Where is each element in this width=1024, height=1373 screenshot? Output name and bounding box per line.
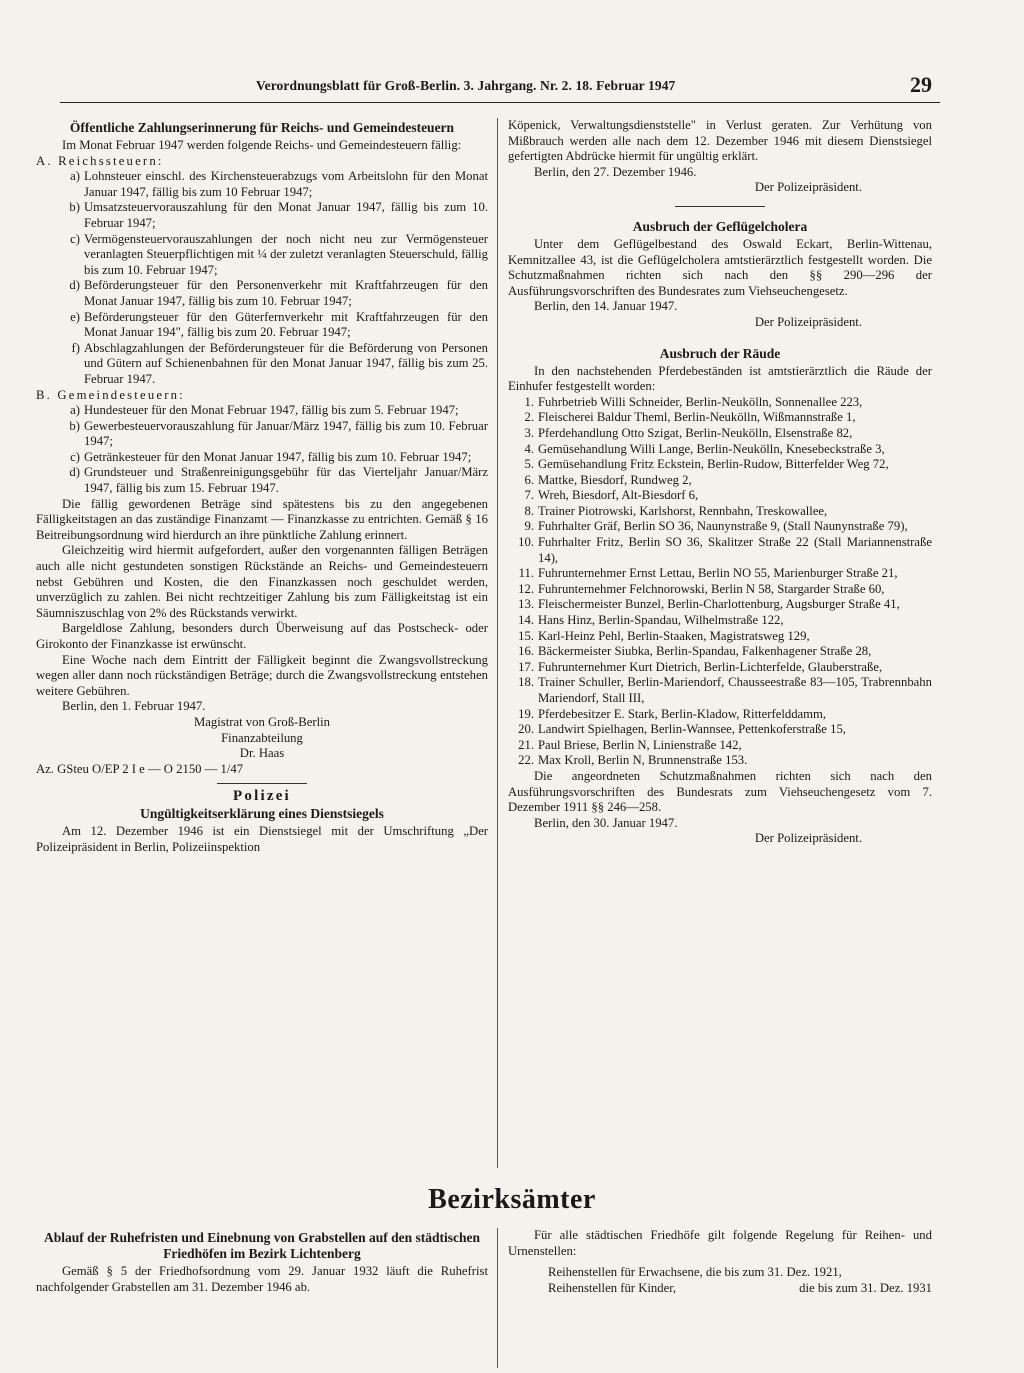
gemeindesteuer-item-label: d) [69,465,80,480]
raeude-list-item-label: 12. [518,581,534,596]
polizei-subheading: Ungültigkeitserklärung eines Dienstsiegels [140,806,384,822]
raeude-list-item [508,519,932,535]
gemeindesteuer-item-text: Grundsteuer und Straßenreinigungsgebühr für das Vierteljahr Januar/März 1947, fällig bis zum 15. Februar 1947. [84,465,488,496]
raeude-list-item-text: Trainer Piotrowski, Karlshorst, Rennbahn, Treskowallee, [538,503,828,518]
raeude-list-item [508,457,932,473]
section-rule [675,206,765,207]
raeude-list-item-label: 3. [524,425,534,440]
raeude-list-item [508,629,932,645]
raeude-heading: Ausbruch der Räude [659,345,781,361]
left-column [36,118,488,856]
tax-intro: Im Monat Februar 1947 werden folgende Reichs- und Gemeindesteuern fällig: [62,138,462,152]
seal-continuation-text: Köpenick, Verwaltungsdienststelle" in Verlust geraten. Zur Verhütung von Mißbrauch werden alle nach dem 12. Dezember 1946 mit diesem Dienstsiegel gefertigten Abdrücke hiermit für ungültig erklärt. [508,118,932,164]
column-divider [497,118,498,1168]
raeude-list-item [508,535,932,566]
reichssteuer-item [36,232,488,279]
reichssteuer-item-label: f) [71,340,80,355]
raeude-date: Berlin, den 30. Januar 1947. [534,815,678,830]
gemeindesteuer-item [36,419,488,450]
reichssteuer-item-label: c) [70,231,80,246]
raeude-list-item-text: Hans Hinz, Berlin-Spandau, Wilhelmstraße 122, [538,613,784,628]
raeude-list-item-label: 5. [524,457,534,472]
raeude-list-item [508,395,932,411]
reichssteuer-item-label: a) [70,169,80,184]
raeude-list-item-label: 19. [518,706,534,721]
reichssteuer-item-text: Lohnsteuer einschl. des Kirchensteuerabzugs vom Arbeitslohn für den Monat Januar 1947, fällig bis zum 10 Februar 1947; [84,169,488,199]
reichssteuer-item-label: b) [69,200,80,215]
raeude-list-item-label: 18. [518,675,534,690]
raeude-list-item-text: Paul Briese, Berlin N, Linienstraße 142, [538,737,742,752]
cholera-date: Berlin, den 14. Januar 1947. [534,299,678,314]
cemetery-row-children-label: Reihenstellen für Kinder, [548,1280,677,1295]
raeude-list-item-text: Fuhrunternehmer Kurt Dietrich, Berlin-Lichterfelde, Glauberstraße, [538,659,883,674]
raeude-list-item-text: Fleischerei Baldur Theml, Berlin-Neukölln, Wißmannstraße 1, [538,410,856,425]
raeude-list-item-label: 1. [524,394,534,409]
raeude-list-item-text: Fuhrhalter Fritz, Berlin SO 36, Skalitzer Straße 22 (Stall Mariannenstraße 14), [538,535,932,565]
polizei-heading: Polizei [233,788,291,805]
raeude-list-item-label: 20. [518,722,534,737]
raeude-signature: Der Polizeipräsident. [754,831,862,846]
grave-text: Gemäß § 5 der Friedhofsordnung vom 29. Januar 1932 läuft die Ruhefrist nachfolgender Grabstellen am 31. Dezember 1946 ab. [36,1264,488,1294]
paragraph-arrears: Gleichzeitig wird hiermit aufgefordert, außer den vorgenannten fälligen Beträgen auch alle nicht gestundeten sonstigen Rückstände an Reichs- und Gemeindesteuern nebst Gebühren und Kosten, die den Finanzkassen noch geschuldet werden, unverzüglich zu zahlen. Bei nicht rechtzeitiger Zahlung bis zum Fälligkeitstag ist ein Säumniszuschlag von 2% des Rückstands verwirkt. [36,543,488,620]
raeude-list-item-label: 6. [524,472,534,487]
raeude-list-item-label: 10. [518,535,534,550]
raeude-list-item [508,738,932,754]
cemetery-row-children-date: die bis zum 31. Dez. 1931 [799,1280,932,1295]
cholera-text: Unter dem Geflügelbestand des Oswald Eckart, Berlin-Wittenau, Kemnitzallee 43, ist die Geflügelcholera amtstierärztlich festgestellt worden. Die Schutzmaßnahmen richten sich nach den §§ 290—296 der Ausführungsvorschriften des Bundesrates zum Viehseuchengesetz. [508,236,932,298]
raeude-list-item-text: Pferdehandlung Otto Szigat, Berlin-Neukölln, Elsenstraße 82, [538,425,853,440]
section-b-label: B. Gemeindesteuern: [36,387,185,402]
raeude-list-item [508,597,932,613]
raeude-list-item-text: Bäckermeister Siubka, Berlin-Spandau, Falkenhagener Straße 28, [538,644,872,659]
tax-reminder-heading: Öffentliche Zahlungserinnerung für Reichs- und Gemeindesteuern [69,120,455,135]
raeude-list-item [508,410,932,426]
raeude-list-item-text: Landwirt Spielhagen, Berlin-Wannsee, Pettenkoferstraße 15, [538,722,846,737]
raeude-list-item [508,707,932,723]
raeude-list-item [508,473,932,489]
section-rule [217,783,307,784]
reichssteuer-item-label: e) [70,309,80,324]
raeude-list-item-label: 22. [518,753,534,768]
column-divider-bottom [497,1228,498,1368]
signature-magistrat: Magistrat von Groß-Berlin [193,714,330,729]
bezirksaemter-title: Bezirksämter [428,1184,596,1215]
raeude-list-item-label: 11. [518,566,534,581]
raeude-list-item-label: 17. [518,659,534,674]
raeude-list-item-label: 21. [518,737,534,752]
raeude-list-item-text: Fuhrbetrieb Willi Schneider, Berlin-Neukölln, Sonnenallee 223, [538,394,863,409]
gemeindesteuer-item [36,450,488,466]
raeude-list-item-label: 14. [518,613,534,628]
header-title: Verordnungsblatt für Groß-Berlin. 3. Jahrgang. Nr. 2. 18. Februar 1947 [256,78,676,93]
gemeindesteuer-item [36,465,488,496]
reichssteuer-item-label: d) [69,278,80,293]
gemeindesteuer-item-label: a) [70,403,80,418]
raeude-list-item-text: Gemüsehandlung Willi Lange, Berlin-Neukölln, Knesebeckstraße 3, [538,441,885,456]
reichssteuer-item-text: Beförderungsteuer für den Güterfernverkehr mit Kraftfahrzeugen für den Monat Januar 194", fällig bis zum 20. Februar 1947; [84,309,488,340]
cemetery-rule-text: Für alle städtischen Friedhöfe gilt folgende Regelung für Reihen- und Urnenstellen: [508,1228,932,1258]
reichssteuer-item-text: Umsatzsteuervorauszahlung für den Monat Januar 1947, fällig bis zum 10. Februar 1947; [84,200,488,230]
raeude-list-item-label: 7. [524,488,534,503]
right-column [508,118,932,847]
raeude-list-item [508,753,932,769]
reichssteuer-item-text: Beförderungsteuer für den Personenverkehr mit Kraftfahrzeugen für den Monat Januar 1947, fällig bis zum 10. Februar 1947; [84,278,488,308]
raeude-intro: In den nachstehenden Pferdebeständen ist amtstierärztlich die Räude der Einhufer festgestellt worden: [508,363,932,394]
seal-signature: Der Polizeipräsident. [754,180,862,195]
gemeindesteuer-item-text: Getränkesteuer für den Monat Januar 1947, fällig bis zum 10. Februar 1947; [84,449,472,464]
raeude-list-item [508,442,932,458]
raeude-list-item-text: Max Kroll, Berlin N, Brunnenstraße 153. [538,753,748,768]
reichssteuer-item [36,278,488,309]
raeude-text: Die angeordneten Schutzmaßnahmen richten sich nach den Ausführungsvorschriften des Bundesrats zum Viehseuchengesetz vom 7. Dezember 1911 §§ 246—258. [508,768,932,815]
raeude-list-item-label: 2. [524,410,534,425]
reichssteuer-item-text: Vermögensteuervorauszahlungen der noch nicht neu zur Vermögensteuer veranlagten Steuerpflichtigen mit ¼ der zuletzt veranlagten Steuerschuld, fällig bis zum 10. Februar 1947; [84,231,488,277]
gemeindesteuer-item [36,403,488,419]
raeude-list-item [508,582,932,598]
paragraph-due: Die fällig gewordenen Beträge sind spätestens bis zu den angegebenen Fälligkeitstagen an das zuständige Finanzamt — Finanzkasse zu entrichten. Gemäß § 16 Beitreibungsordnung wird hierdurch an ihre pünktliche Zahlung erinnert. [36,496,488,542]
tax-date: Berlin, den 1. Februar 1947. [62,699,206,714]
file-reference: Az. GSteu O/EP 2 I e — O 2150 — 1/47 [36,761,244,776]
bottom-right-column [508,1228,932,1296]
raeude-list-item-label: 8. [524,503,534,518]
raeude-list-item [508,660,932,676]
raeude-list-item-label: 4. [524,441,534,456]
gemeindesteuer-item-text: Hundesteuer für den Monat Februar 1947, fällig bis zum 5. Februar 1947; [84,403,459,418]
raeude-list-item-text: Trainer Schuller, Berlin-Mariendorf, Chausseestraße 83—105, Trabrennbahn Mariendorf, Stall III, [538,675,932,705]
raeude-list [508,395,932,769]
raeude-list-item-text: Fuhrunternehmer Felchnorowski, Berlin N 58, Stargarder Straße 60, [538,581,885,596]
cholera-heading: Ausbruch der Geflügelcholera [632,218,808,234]
raeude-list-item [508,566,932,582]
cemetery-row-adults: Reihenstellen für Erwachsene, die bis zum 31. Dez. 1921, [548,1265,842,1280]
raeude-list-item [508,426,932,442]
raeude-list-item-text: Mattke, Biesdorf, Rundweg 2, [538,472,692,487]
raeude-list-item-text: Fuhrhalter Gräf, Berlin SO 36, Naunynstraße 9, (Stall Naunynstraße 79), [538,519,908,534]
raeude-list-item-label: 9. [524,519,534,534]
bottom-left-column [36,1228,488,1295]
raeude-list-item [508,722,932,738]
grave-heading: Ablauf der Ruhefristen und Einebnung von Grabstellen auf den städtischen Friedhöfen im Bezirk Lichtenberg [44,1230,480,1261]
signature-name: Dr. Haas [239,746,285,761]
raeude-list-item-text: Fuhrunternehmer Ernst Lettau, Berlin NO 55, Marienburger Straße 21, [538,566,898,581]
cholera-signature: Der Polizeipräsident. [754,314,862,329]
raeude-list-item [508,644,932,660]
signature-department: Finanzabteilung [221,730,303,745]
gemeindesteuer-item-text: Gewerbesteuervorauszahlung für Januar/März 1947, fällig bis zum 10. Februar 1947; [84,418,488,449]
raeude-list-item-label: 15. [518,628,534,643]
reichssteuer-item [36,200,488,231]
gemeindesteuer-item-label: b) [69,418,80,433]
raeude-list-item [508,675,932,706]
raeude-list-item [508,504,932,520]
section-a-label: A. Reichssteuern: [36,153,164,168]
reichssteuer-item-text: Abschlagzahlungen der Beförderungsteuer für die Beförderung von Personen und Gütern auf Schienenbahnen für den Monat Januar 1947, fällig bis zum 25. Februar 1947. [84,340,488,386]
reichssteuer-item [36,341,488,388]
reichssteuer-item [36,310,488,341]
reichssteuern-list [36,169,488,387]
raeude-list-item-text: Fleischermeister Bunzel, Berlin-Charlottenburg, Augsburger Straße 41, [538,597,900,612]
raeude-list-item-label: 13. [518,597,534,612]
gemeindesteuern-list [36,403,488,497]
cemetery-row-children [508,1281,932,1297]
raeude-list-item [508,488,932,504]
reichssteuer-item [36,169,488,200]
page-header [60,74,940,103]
raeude-list-item-text: Pferdebesitzer E. Stark, Berlin-Kladow, Ritterfelddamm, [538,706,827,721]
raeude-list-item-text: Karl-Heinz Pehl, Berlin-Staaken, Magistratsweg 129, [538,628,810,643]
raeude-list-item [508,613,932,629]
raeude-list-item-text: Wreh, Biesdorf, Alt-Biesdorf 6, [538,488,699,503]
gemeindesteuer-item-label: c) [70,449,80,464]
page-number: 29 [910,72,932,97]
polizei-text: Am 12. Dezember 1946 ist ein Dienstsiegel mit der Umschriftung „Der Polizeipräsident in Berlin, Polizeiinspektion [36,824,488,854]
seal-date: Berlin, den 27. Dezember 1946. [534,164,697,179]
paragraph-cashless: Bargeldlose Zahlung, besonders durch Überweisung auf das Postscheck- oder Girokonto der Finanzkasse ist erwünscht. [36,621,488,651]
raeude-list-item-text: Gemüsehandlung Fritz Eckstein, Berlin-Rudow, Bitterfelder Weg 72, [538,457,889,472]
raeude-list-item-label: 16. [518,644,534,659]
paragraph-enforcement: Eine Woche nach dem Eintritt der Fälligkeit beginnt die Zwangsvollstreckung wegen aller dann noch rückständigen Beträge; durch die Zwangsvollstreckung entstehen weitere Gebühren. [36,652,488,698]
